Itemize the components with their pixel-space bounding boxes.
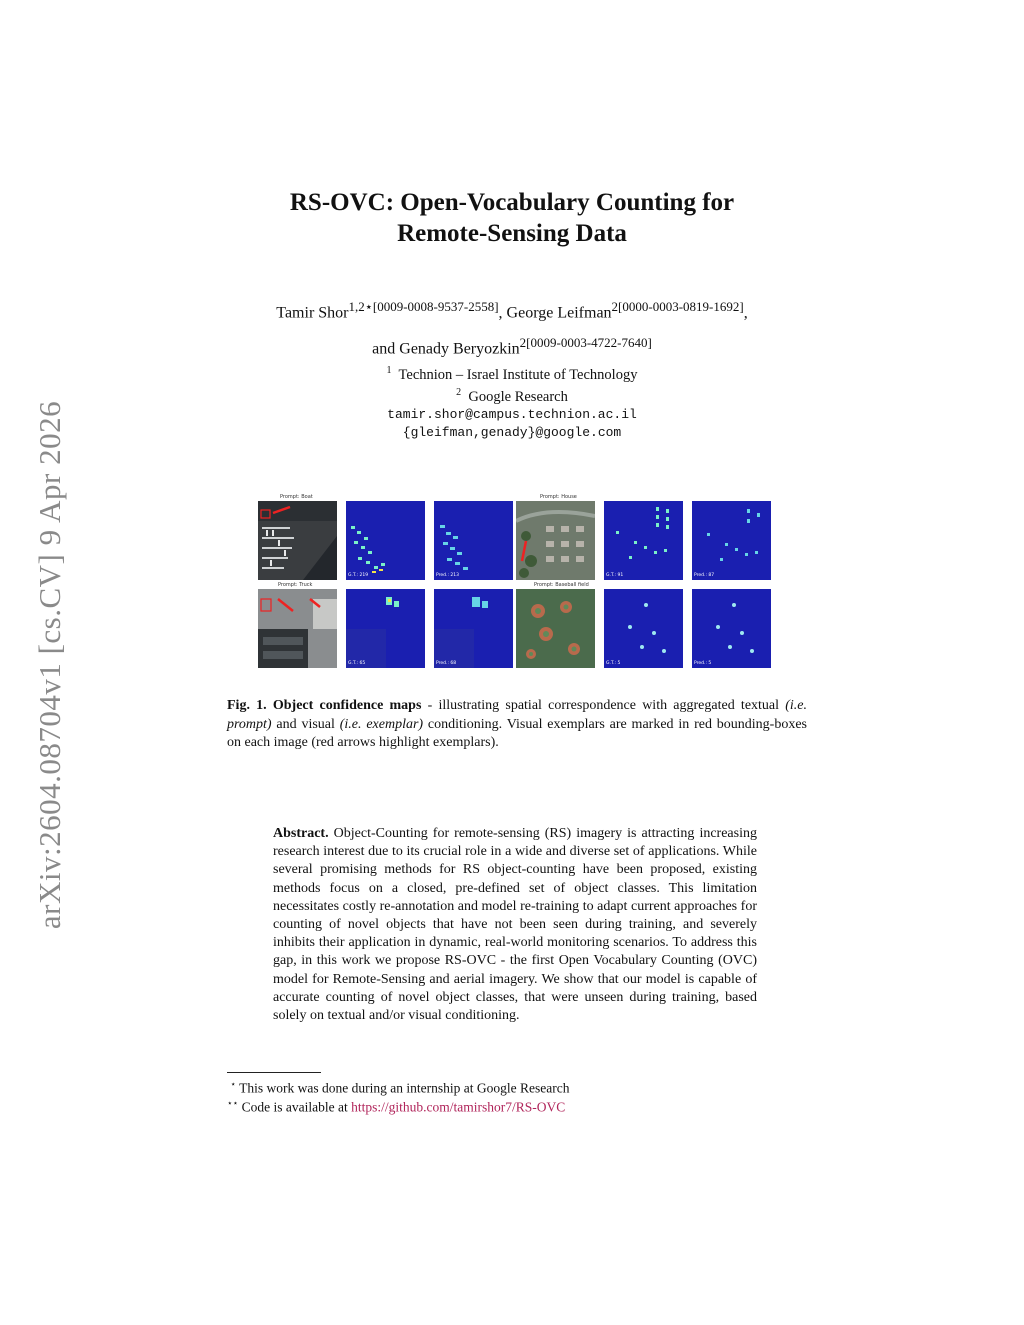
footnote-1 (227, 1076, 569, 1097)
heatmap-pred-truck (434, 589, 513, 668)
count-pred-baseball-field: Pred.: 5 (694, 661, 712, 666)
count-gt-truck: G.T.: 65 (348, 661, 366, 666)
count-gt-boat: G.T.: 219 (348, 573, 369, 578)
author-3-name: and Genady Beryozkin (372, 340, 520, 358)
caption-text-1: - illustrating spatial correspondence with aggregated textual (421, 698, 786, 713)
affiliation-2-text: Google Research (468, 388, 568, 405)
prompt-label-house: Prompt: House (540, 494, 577, 500)
author-list (0, 292, 1024, 365)
aerial-image-baseball-field (516, 589, 595, 668)
count-gt-house: G.T.: 91 (606, 573, 624, 578)
arxiv-sidebar (30, 380, 70, 950)
caption-text-2: and visual (271, 716, 340, 732)
affiliation-1-text: Technion – Israel Institute of Technology (398, 366, 638, 383)
figure-caption (227, 697, 807, 753)
footnote-1-text: This work was done during an internship at Google Research (239, 1080, 570, 1096)
abstract (273, 825, 757, 1025)
heatmap-pred-house (692, 501, 771, 580)
heatmap-pred-baseball-field (692, 589, 771, 668)
affiliation-2 (0, 384, 1024, 406)
caption-em-2: (i.e. exemplar) (339, 716, 424, 732)
figure-1 (258, 494, 771, 669)
paper-title (0, 187, 1024, 249)
prompt-label-boat: Prompt: Boat (280, 494, 313, 500)
author-1-name: Tamir Shor (276, 304, 349, 322)
prompt-label-truck: Prompt: Truck (278, 582, 313, 588)
caption-em-1: (i.e. prompt) (227, 698, 808, 732)
heatmap-gt-baseball-field (604, 589, 683, 668)
authors-line-2 (0, 328, 1024, 364)
authors-line-1: Tamir Shor$^{1,2⋆[0009-0008-9537-2558]}$, George Leifman$^{2[0000-0003-0819-1692]}$, (276, 299, 748, 322)
footnote-2 (227, 1095, 565, 1116)
footnote-2-mark: ⋆⋆ (227, 1098, 239, 1108)
aerial-image-boat (258, 501, 337, 580)
author-3-sup: 2[0009-0003-4722-7640] (519, 335, 652, 351)
affiliations (0, 362, 1024, 442)
caption-text-3: conditioning. Visual exemplars are marked in red bounding-boxes on each image (red arrows highlight exemplars). (227, 716, 807, 750)
footnote-rule (227, 1072, 321, 1073)
count-pred-truck: Pred.: 68 (436, 661, 457, 666)
affiliation-2-num: 2 (456, 386, 462, 398)
count-pred-house: Pred.: 87 (694, 573, 715, 578)
arxiv-identifier: arXiv:2604.08704v1 [cs.CV] 9 Apr 2026 (32, 400, 67, 930)
heatmap-pred-boat (434, 501, 513, 580)
caption-label: Fig. 1. Object confidence maps (227, 698, 422, 713)
author-1-sup: 1,2⋆[0009-0008-9537-2558] (348, 299, 499, 314)
aerial-image-truck (258, 589, 337, 668)
affiliation-1 (0, 362, 1024, 384)
abstract-text: Object-Counting for remote-sensing (RS) imagery is attracting increasing research interest due to its crucial role in a wide and diverse set of applications. While several promising methods for RS object-counting have been proposed, existing methods focus on a closed, pre-defined set of object classes. This limitation necessitates costly re-annotation and model re-training to adapt current approaches for counting of novel objects that have not been seen during training, and severely inhibits their application in dynamic, real-world monitoring scenarios. To address this gap, in this work we propose RS-OVC - the first Open Vocabulary Counting (OVC) model for Remote-Sensing and aerial imagery. We show that our model is capable of accurate counting of novel object classes, that were unseen during training, based solely on textual and/or visual conditioning. (273, 826, 757, 1024)
heatmap-gt-house (604, 501, 683, 580)
aerial-image-house (516, 501, 595, 580)
heatmap-gt-truck (346, 589, 425, 668)
title-line-2: Remote-Sensing Data (397, 220, 627, 247)
affiliation-1-num: 1 (386, 365, 392, 376)
abstract-label: Abstract. (273, 826, 329, 841)
prompt-label-baseball-field: Prompt: Baseball field (534, 582, 589, 588)
heatmap-gt-boat (346, 501, 425, 580)
footnote-1-mark: ⋆ (230, 1079, 237, 1089)
author-2-name: George Leifman (506, 304, 612, 322)
email-1: tamir.shor@campus.technion.ac.il (387, 406, 637, 422)
email-2: {gleifman,genady}@google.com (402, 424, 622, 440)
title-line-1: RS-OVC: Open-Vocabulary Counting for (289, 189, 735, 216)
count-gt-baseball-field: G.T.: 5 (606, 661, 621, 666)
count-pred-boat: Pred.: 213 (436, 573, 459, 578)
author-2-sup: 2[0000-0003-0819-1692] (611, 299, 744, 314)
code-link[interactable]: https://github.com/tamirshor7/RS-OVC (351, 1099, 566, 1115)
footnote-2-text: Code is available at (241, 1099, 352, 1115)
